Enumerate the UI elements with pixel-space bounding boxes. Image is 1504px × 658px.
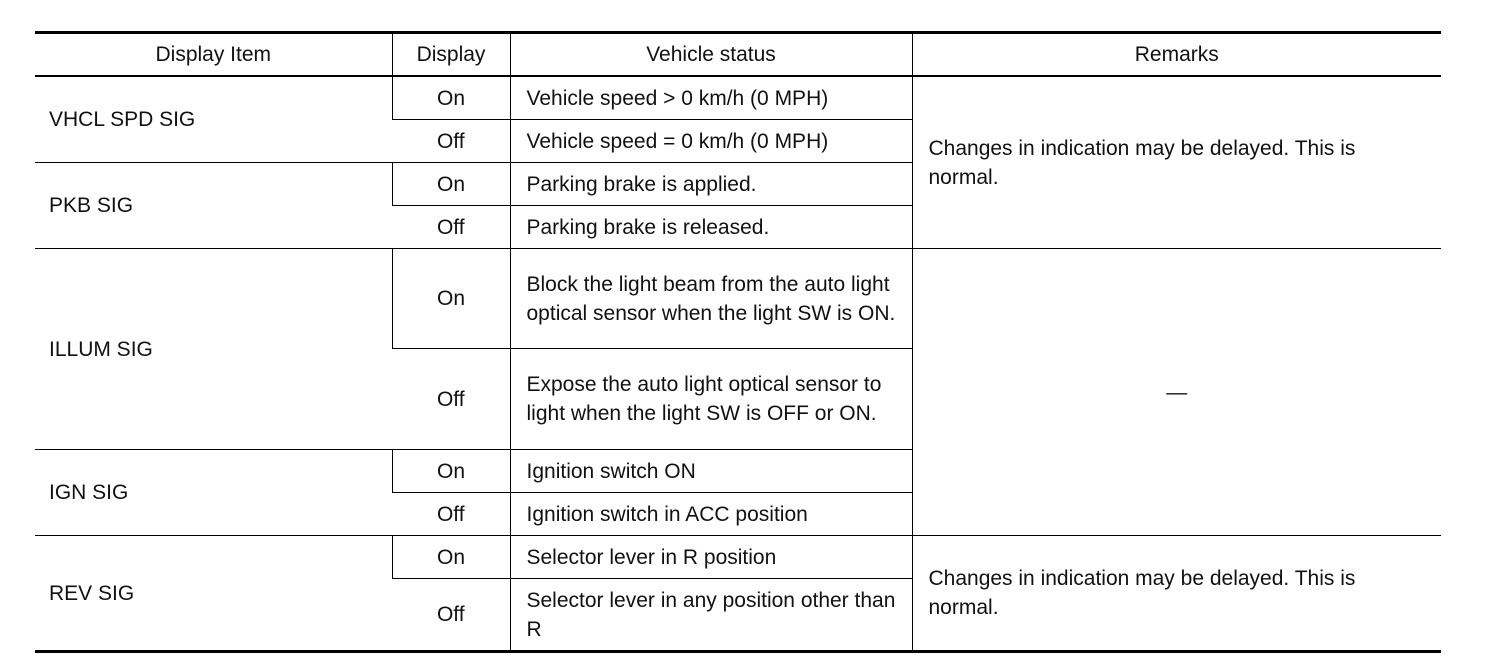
header-display: Display (392, 33, 510, 77)
display-cell: Off (392, 206, 510, 249)
remarks-cell: Changes in indication may be delayed. This is normal. (912, 76, 1441, 249)
display-cell: On (392, 249, 510, 349)
display-cell: On (392, 163, 510, 206)
vehicle-status-cell: Selector lever in any position other than R (510, 579, 912, 652)
display-cell: On (392, 536, 510, 579)
header-display-item: Display Item (35, 33, 392, 77)
vehicle-status-cell: Ignition switch ON (510, 450, 912, 493)
display-item-cell: IGN SIG (35, 450, 392, 536)
header-vehicle-status: Vehicle status (510, 33, 912, 77)
vehicle-status-cell: Parking brake is released. (510, 206, 912, 249)
vehicle-status-cell: Vehicle speed = 0 km/h (0 MPH) (510, 120, 912, 163)
display-item-cell: REV SIG (35, 536, 392, 652)
remarks-cell: Changes in indication may be delayed. This is normal. (912, 536, 1441, 652)
display-cell: On (392, 76, 510, 120)
signal-display-table (35, 31, 1441, 653)
vehicle-status-cell: Parking brake is applied. (510, 163, 912, 206)
display-cell: Off (392, 579, 510, 652)
header-remarks: Remarks (912, 33, 1441, 77)
display-item-cell: PKB SIG (35, 163, 392, 249)
header-row (35, 33, 1441, 77)
vehicle-status-cell: Expose the auto light optical sensor to light when the light SW is OFF or ON. (510, 349, 912, 450)
remarks-cell: — (912, 249, 1441, 536)
display-item-cell: ILLUM SIG (35, 249, 392, 450)
display-cell: Off (392, 120, 510, 163)
table-row (35, 76, 1441, 120)
display-cell: On (392, 450, 510, 493)
display-cell: Off (392, 493, 510, 536)
vehicle-status-cell: Block the light beam from the auto light optical sensor when the light SW is ON. (510, 249, 912, 349)
display-item-cell: VHCL SPD SIG (35, 76, 392, 163)
vehicle-status-cell: Selector lever in R position (510, 536, 912, 579)
display-cell: Off (392, 349, 510, 450)
vehicle-status-cell: Vehicle speed > 0 km/h (0 MPH) (510, 76, 912, 120)
table-row (35, 536, 1441, 579)
vehicle-status-cell: Ignition switch in ACC position (510, 493, 912, 536)
table-row (35, 249, 1441, 349)
